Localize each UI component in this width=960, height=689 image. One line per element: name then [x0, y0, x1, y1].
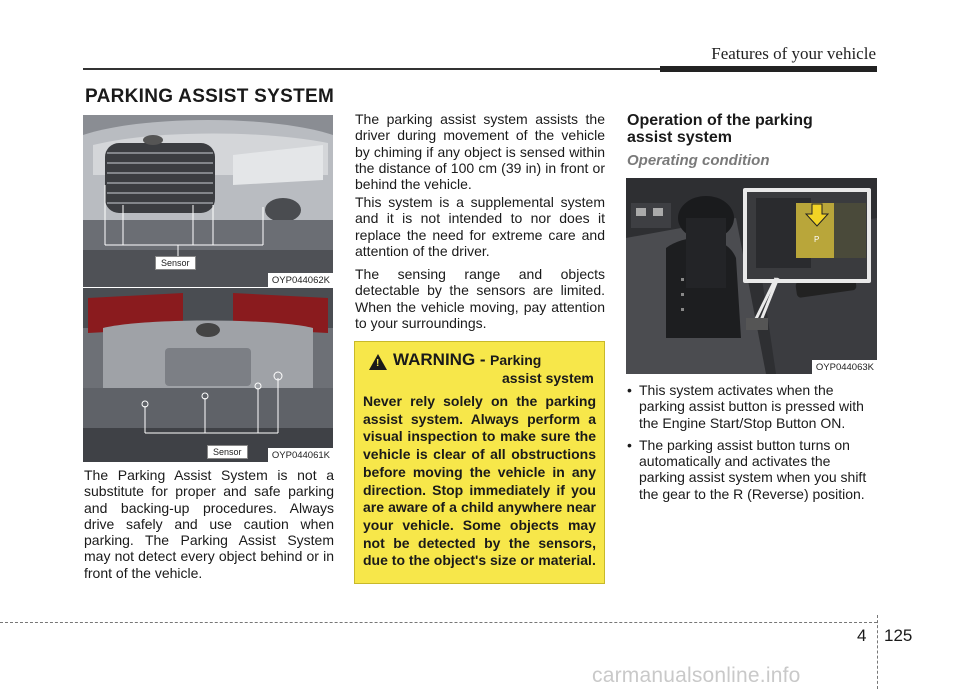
bullet-item-2: • The parking assist button turns on automatically and activates the parking assist system when you shift the gear to the R (Reverse) position. — [627, 437, 879, 502]
front-sensor-label: Sensor — [155, 256, 196, 270]
header-rule-accent — [660, 66, 877, 72]
rear-car-illustration — [83, 288, 333, 462]
footer-rule — [0, 622, 877, 623]
description-paragraph-1: The parking assist system assists the driver during movement of the vehicle by chiming if any object is sensed within the distance of 100 cm (39 in) in front or behind the vehicle. — [355, 111, 605, 193]
intro-paragraph: The Parking Assist System is not a substitute for proper and safe parking and backing-up procedures. Always drive safely and use caution when parking. The Parking Assist System may not detect every object behind or in front of the vehicle. — [84, 467, 334, 581]
warning-label: WARNING - — [393, 350, 486, 369]
page-number: 125 — [884, 626, 913, 645]
operation-bullet-list — [627, 382, 879, 508]
console-figure-code: OYP044063K — [812, 360, 877, 374]
footer-divider — [877, 615, 878, 689]
parking-assist-button-illustration — [626, 178, 877, 374]
front-car-illustration — [83, 115, 333, 287]
description-paragraph-2: This system is a supplemental system and it is not intended to nor does it replace the need for extreme care and attention of the driver. — [355, 194, 605, 259]
front-figure-code: OYP044062K — [268, 273, 333, 287]
warning-body: Never rely solely on the parking assist system. Always perform a visual inspection to make sure the vehicle is clear of all obstructions before moving the vehicle in any direction. Stop immediately if you are aware of a child anywhere near your vehicle. Some objects may not be detected by the sensors, due to the object's size or material. — [363, 393, 596, 569]
svg-text:P: P — [814, 235, 820, 244]
description-paragraph-3: The sensing range and objects detectable by the sensors are limited. When the vehicle moving, pay attention to your surroundings. — [355, 266, 605, 331]
chapter-number: 4 — [857, 626, 867, 645]
rear-sensor-label: Sensor — [207, 445, 248, 459]
rear-figure-code: OYP044061K — [268, 448, 333, 462]
warning-box — [354, 341, 605, 584]
warning-subtitle-2: assist system — [502, 370, 594, 386]
running-header: Features of your vehicle — [711, 44, 876, 63]
front-bumper-figure — [83, 115, 333, 287]
section-title: PARKING ASSIST SYSTEM — [85, 86, 335, 107]
warning-triangle-icon: ! — [369, 354, 387, 370]
warning-subtitle-1: Parking — [490, 352, 542, 368]
warning-header — [363, 350, 596, 370]
rear-bumper-figure — [83, 288, 333, 462]
operating-condition-subheading: Operating condition — [627, 152, 770, 169]
operation-heading: Operation of the parking assist system — [627, 112, 813, 146]
console-figure — [626, 178, 877, 374]
watermark: carmanualsonline.info — [592, 664, 801, 687]
bullet-item-1: • This system activates when the parking assist button is pressed with the Engine Start/Stop Button ON. — [627, 382, 879, 431]
